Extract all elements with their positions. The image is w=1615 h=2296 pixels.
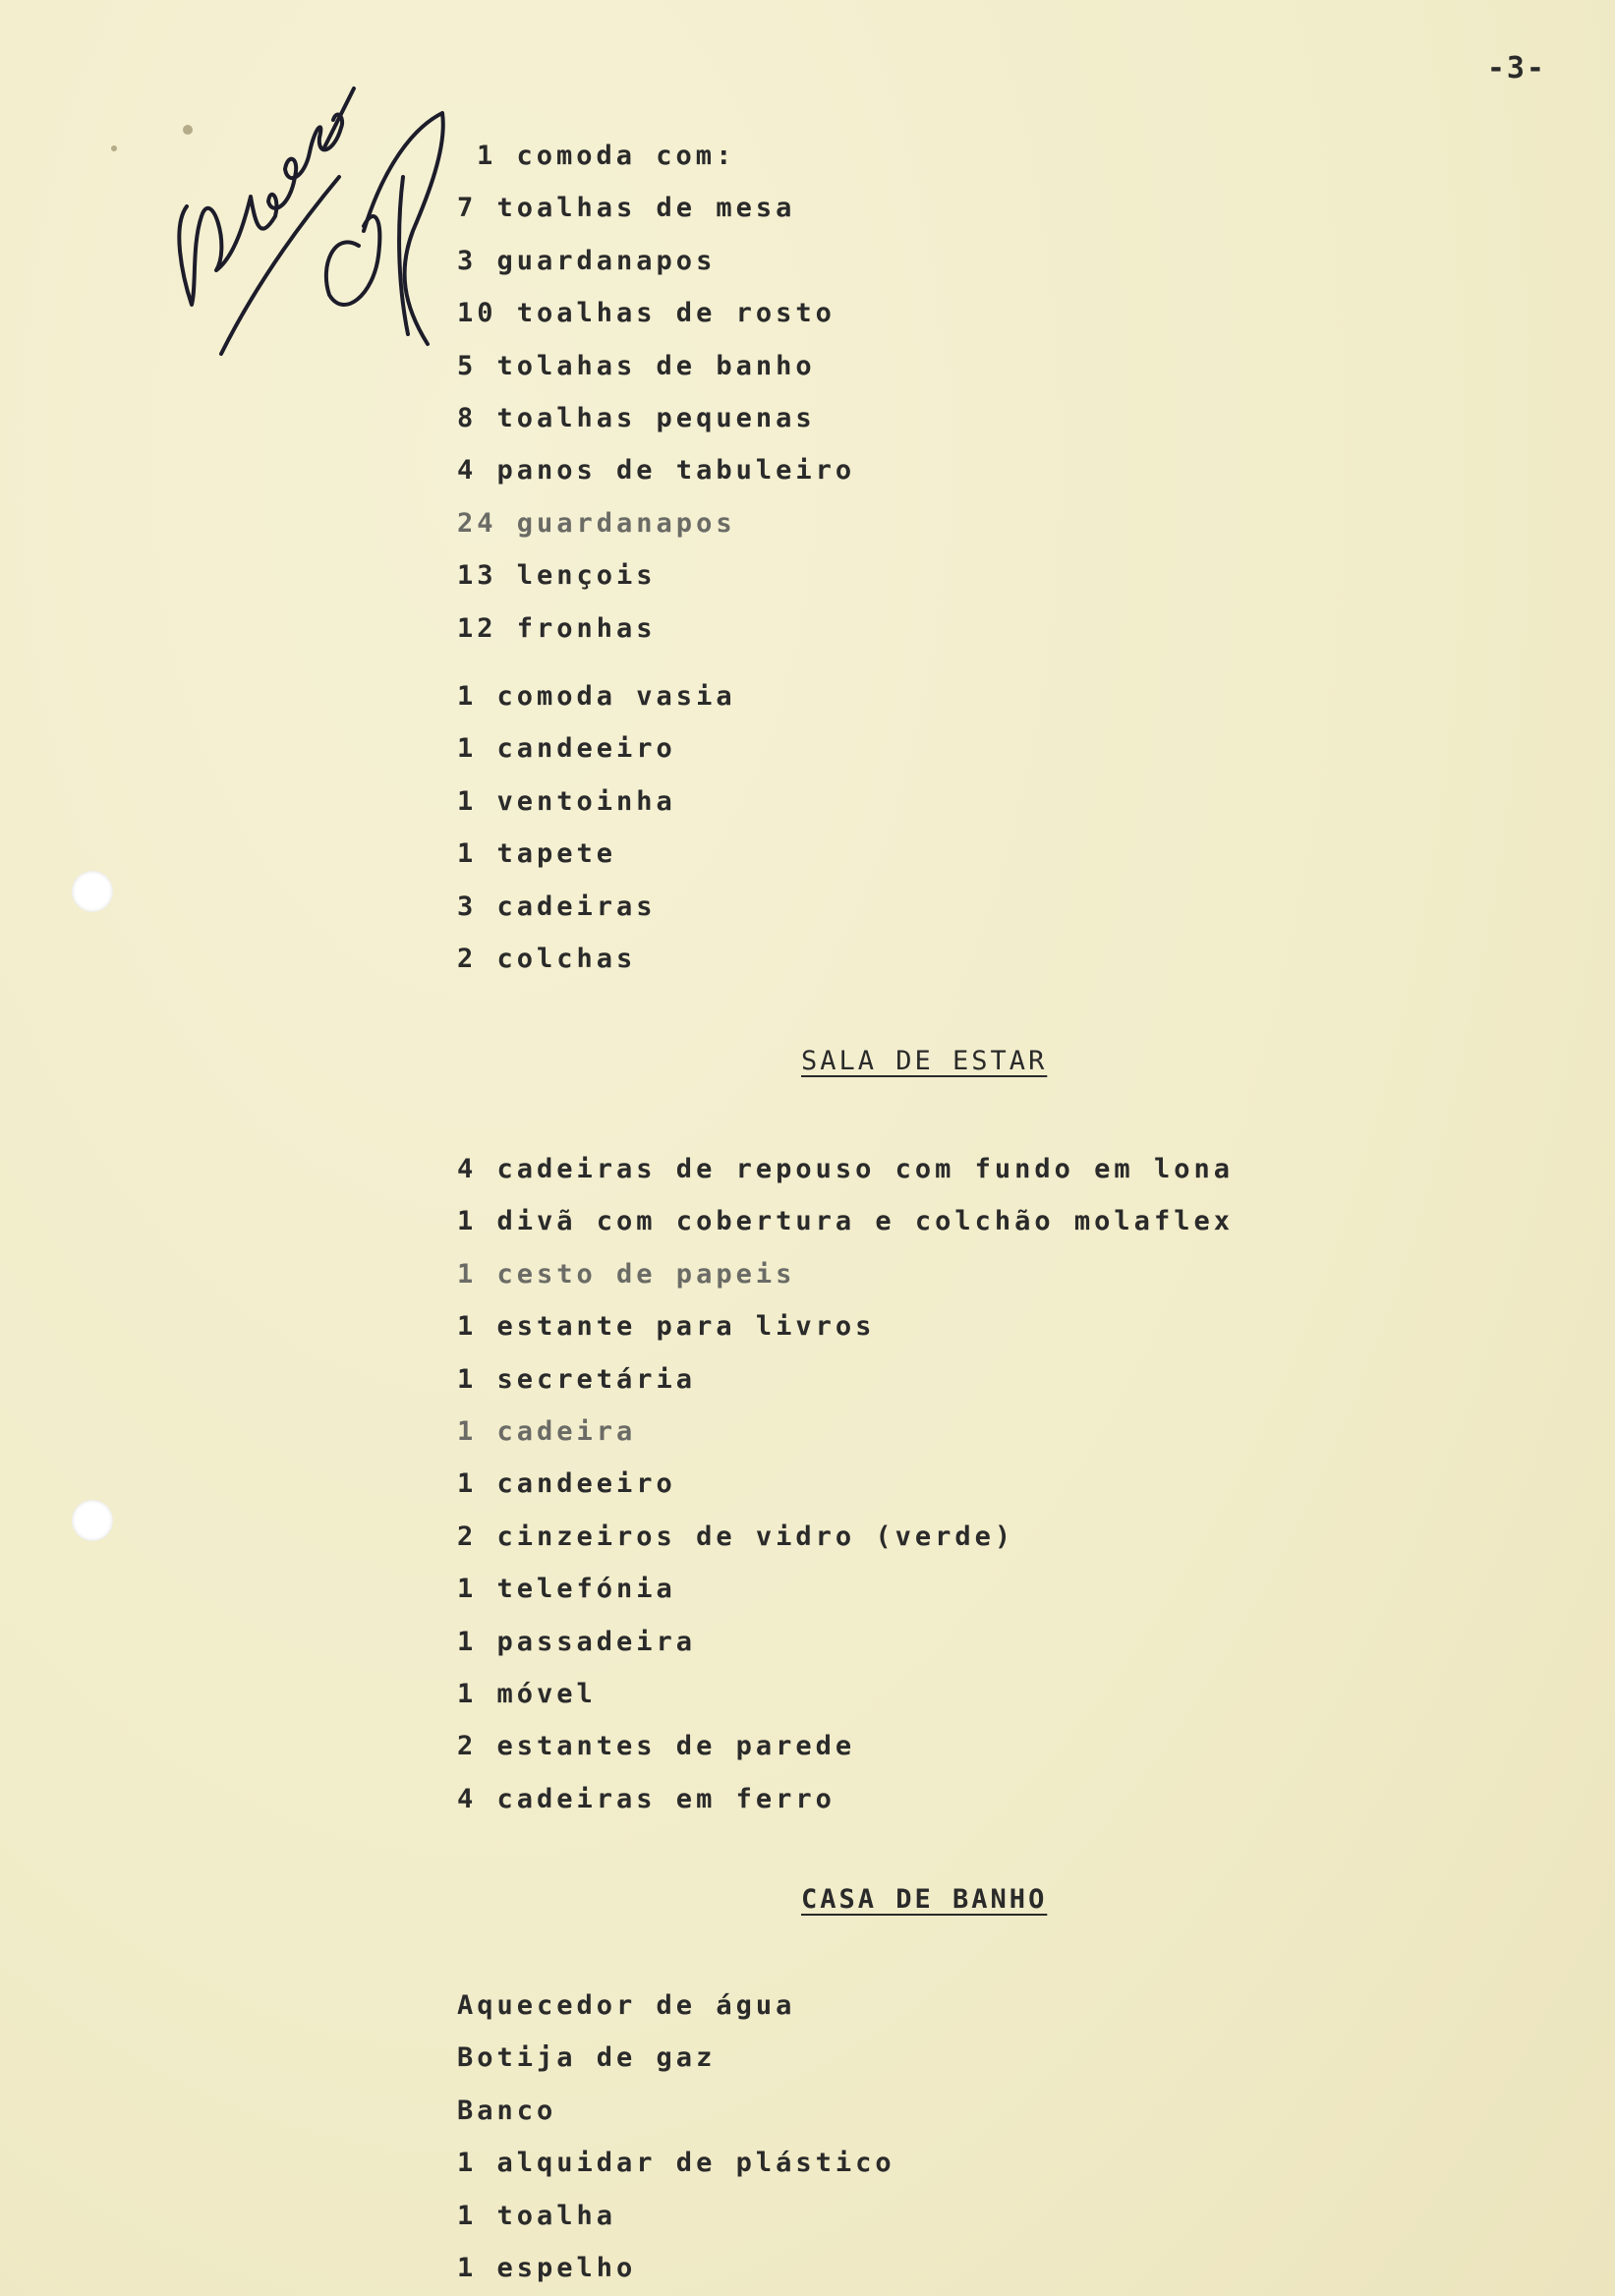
list-item: 1 divã com cobertura e colchão molaflex bbox=[457, 1206, 1234, 1237]
list-item: 1 estante para livros bbox=[457, 1311, 876, 1343]
inventory-list-bedroom bbox=[457, 670, 736, 985]
list-item: 4 cadeiras de repouso com fundo em lona bbox=[457, 1154, 1234, 1184]
list-item: 12 fronhas bbox=[457, 612, 657, 644]
list-item: Aquecedor de água bbox=[457, 1990, 796, 2021]
list-item: 7 toalhas de mesa bbox=[457, 193, 796, 224]
inventory-list-casa-de-banho bbox=[457, 1980, 895, 2294]
list-item: 5 tolahas de banho bbox=[457, 350, 816, 381]
punch-hole bbox=[72, 871, 113, 912]
list-item: 1 telefónia bbox=[457, 1574, 676, 1605]
list-item: 1 tapete bbox=[457, 838, 617, 870]
punch-hole bbox=[72, 1500, 113, 1541]
inventory-list-comoda bbox=[457, 130, 855, 655]
list-item: 13 lençois bbox=[457, 560, 657, 592]
list-item: 2 cinzeiros de vidro (verde) bbox=[457, 1521, 1015, 1552]
list-item: 2 colchas bbox=[457, 943, 637, 974]
list-item: 1 candeeiro bbox=[457, 1468, 676, 1500]
list-item: 1 cadeira bbox=[457, 1415, 637, 1447]
page-number: -3- bbox=[1486, 51, 1546, 86]
list-item: 1 comoda com: bbox=[477, 141, 736, 171]
list-item: 4 cadeiras em ferro bbox=[457, 1783, 836, 1814]
list-item: 1 candeeiro bbox=[457, 733, 676, 765]
section-heading-casa-de-banho: CASA DE BANHO bbox=[801, 1884, 1048, 1915]
list-item: 1 espelho bbox=[457, 2252, 637, 2283]
list-item: Banco bbox=[457, 2095, 557, 2126]
list-item: 1 cesto de papeis bbox=[457, 1258, 796, 1290]
list-item: Botija de gaz bbox=[457, 2042, 717, 2074]
list-item: 3 guardanapos bbox=[457, 245, 717, 276]
list-item: 1 passadeira bbox=[457, 1626, 697, 1657]
list-item: 24 guardanapos bbox=[457, 507, 736, 539]
list-item: 1 ventoinha bbox=[457, 785, 676, 817]
ink-speck bbox=[111, 145, 117, 151]
list-item: 4 panos de tabuleiro bbox=[457, 455, 856, 487]
inventory-list-sala-de-estar bbox=[457, 1143, 1234, 1825]
list-item: 1 comoda vasia bbox=[457, 681, 736, 712]
section-heading-sala-de-estar: SALA DE ESTAR bbox=[801, 1046, 1048, 1076]
list-item: 1 alquidar de plástico bbox=[457, 2148, 895, 2179]
list-item: 10 toalhas de rosto bbox=[457, 298, 836, 329]
list-item: 1 secretária bbox=[457, 1363, 697, 1395]
list-item: 1 móvel bbox=[457, 1678, 597, 1709]
list-item: 3 cadeiras bbox=[457, 890, 657, 922]
handwritten-signature bbox=[162, 59, 457, 364]
list-item: 8 toalhas pequenas bbox=[457, 402, 816, 433]
list-item: 2 estantes de parede bbox=[457, 1731, 856, 1762]
list-item: 1 toalha bbox=[457, 2200, 617, 2231]
